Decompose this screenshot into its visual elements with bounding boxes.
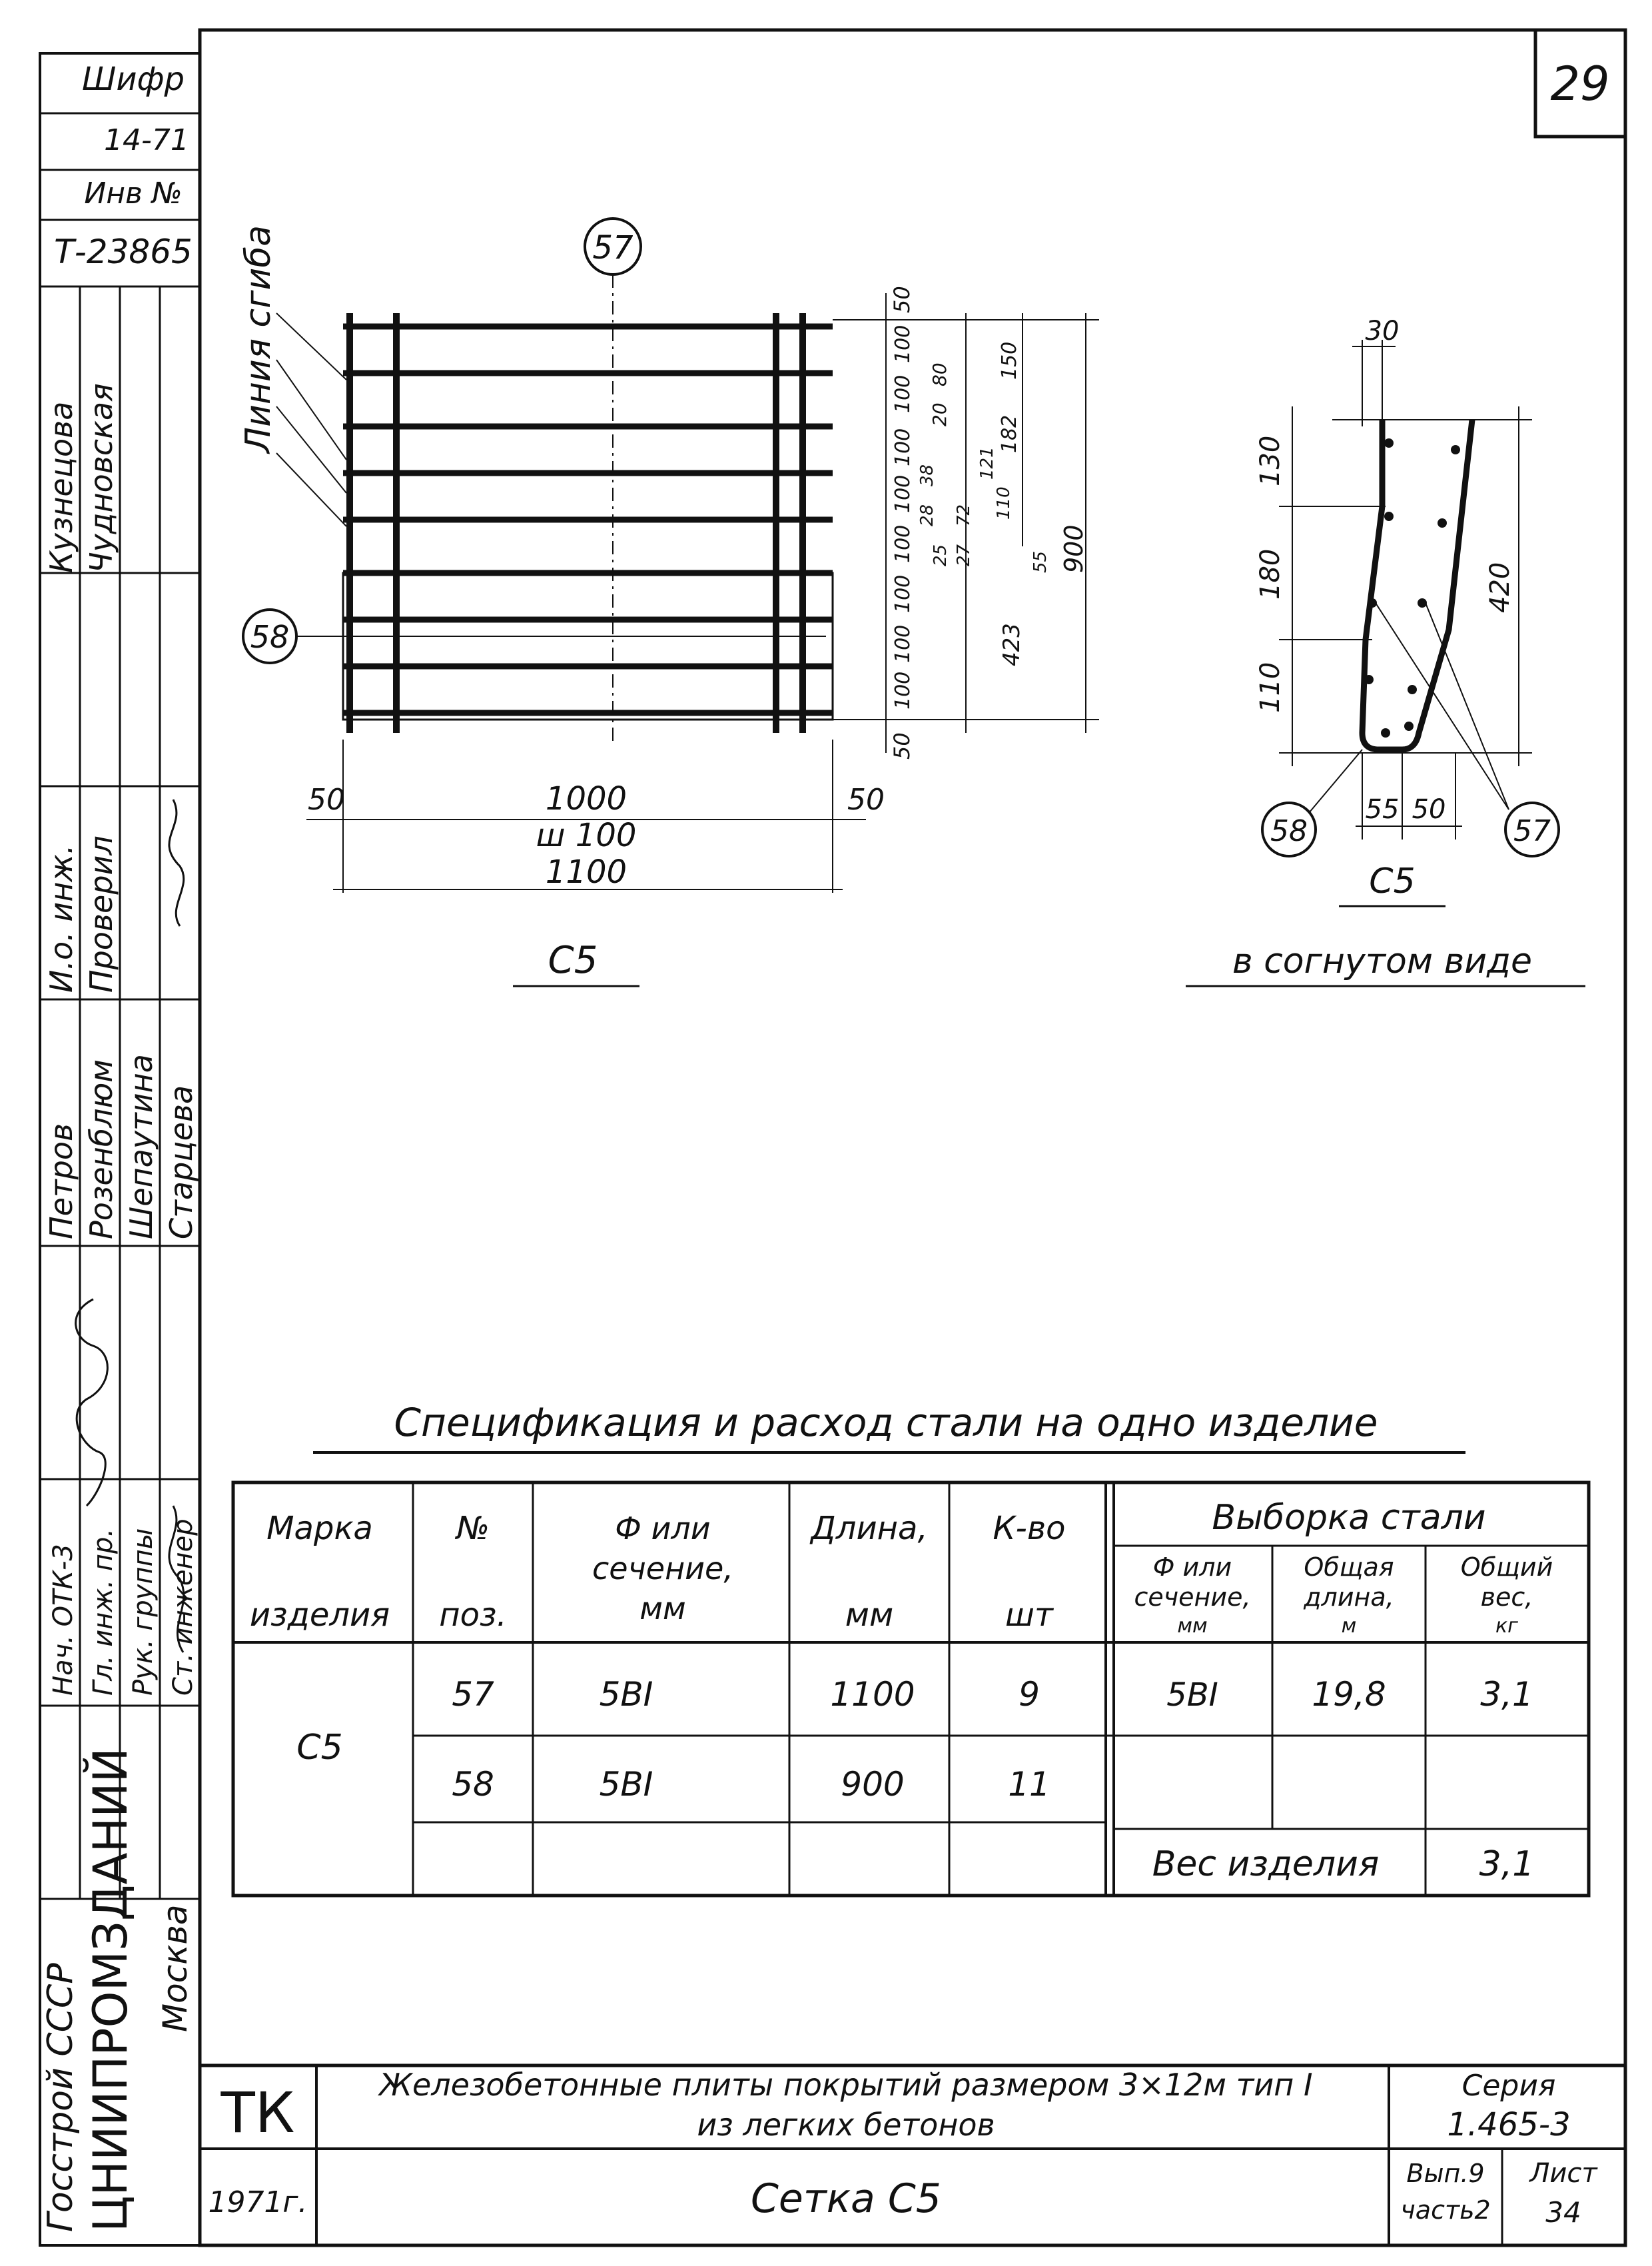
- dim-v-1: 100: [891, 324, 915, 363]
- hdr-steel-length-3: м: [1341, 1614, 1357, 1638]
- bent-marker-58-label: 58: [1270, 814, 1308, 848]
- bent-dim-180: 180: [1255, 548, 1286, 600]
- dim-v-3: 100: [891, 428, 915, 466]
- bent-dim-50: 50: [1412, 794, 1446, 825]
- hdr-steel-section-2: сечение,: [1134, 1582, 1251, 1612]
- dim-inner-121: 121: [977, 446, 997, 480]
- cell-mark: С5: [296, 1728, 343, 1768]
- cipher-label: Шифр: [81, 61, 185, 98]
- dim-outer-150: 150: [998, 341, 1021, 380]
- dim-pitch: ш 100: [536, 817, 637, 854]
- hdr-steel-section-3: мм: [1177, 1614, 1208, 1638]
- signer-shepautina: Шепаутина: [123, 1054, 159, 1239]
- bent-dim-420: 420: [1485, 562, 1515, 613]
- dim-inner-110: 110: [994, 486, 1014, 520]
- dim-right-overhang: 50: [847, 783, 885, 817]
- series-label: Серия: [1461, 2069, 1556, 2103]
- org-institute: ЦНИИПРОМЗДАНИЙ: [83, 1748, 138, 2232]
- list-label: Лист: [1529, 2158, 1597, 2189]
- dim-inner-27: 27: [954, 544, 974, 566]
- hdr-count-2: шт: [1005, 1596, 1053, 1634]
- dim-v-7: 100: [891, 624, 915, 663]
- org-city: Москва: [156, 1904, 195, 2032]
- hdr-steel-group: Выборка стали: [1212, 1498, 1486, 1538]
- hdr-steel-length-2: длина,: [1304, 1582, 1394, 1612]
- mesh-bent-view: [1186, 316, 1585, 986]
- issue-line-1: Вып.9: [1406, 2159, 1485, 2188]
- hdr-mark-2: изделия: [249, 1596, 390, 1634]
- inventory-value: Т-23865: [54, 233, 193, 271]
- bent-caption: С5: [1369, 861, 1416, 901]
- bent-subcaption: в согнутом виде: [1232, 941, 1532, 981]
- role-senior-engineer: Ст. инженер: [168, 1518, 199, 1696]
- dim-inner-72: 72: [954, 504, 974, 526]
- bent-dim-55: 55: [1365, 794, 1400, 825]
- signature-scribble-2: [169, 800, 184, 926]
- hdr-count-1: К-во: [993, 1510, 1066, 1547]
- mesh-flat-view: [238, 219, 1099, 986]
- signer-rozenblyum: Розенблюм: [83, 1059, 119, 1239]
- cipher-value: 14-71: [104, 123, 189, 157]
- hdr-steel-weight-3: кг: [1495, 1614, 1518, 1638]
- position-58-label: 58: [250, 619, 290, 655]
- signer-kuznetsova: Кузнецова: [43, 401, 79, 573]
- spec-title: Спецификация и расход стали на одно изделие: [394, 1400, 1378, 1445]
- org-ministry: Госстрой СССР: [41, 1963, 81, 2232]
- cell-steel-section: 5ВI: [1166, 1676, 1218, 1714]
- dim-inner-25: 25: [931, 544, 951, 566]
- inventory-label: Инв №: [84, 177, 183, 211]
- dim-v-5: 100: [891, 524, 915, 563]
- dim-outer-182: 182: [998, 414, 1021, 453]
- position-57-label: 57: [592, 229, 633, 267]
- cell-count-58: 11: [1008, 1765, 1050, 1804]
- dim-span: 1000: [545, 780, 627, 818]
- specification-table: [233, 1400, 1589, 1896]
- cell-length-57: 1100: [830, 1675, 915, 1714]
- flat-caption: С5: [548, 939, 598, 982]
- cell-pos-58: 58: [452, 1765, 494, 1804]
- bend-line-label: Линия сгиба: [238, 225, 278, 453]
- dim-v-6: 100: [891, 574, 915, 613]
- dim-v-10: 50: [889, 732, 915, 760]
- sheet-name: Сетка С5: [751, 2175, 941, 2222]
- bent-profile: [1362, 420, 1472, 750]
- title-block: [200, 2065, 1625, 2245]
- signer-petrov: Петров: [43, 1123, 79, 1239]
- hdr-pos-1: №: [456, 1510, 490, 1547]
- bent-dim-110: 110: [1255, 662, 1286, 713]
- cell-product-weight: 3,1: [1479, 1844, 1535, 1884]
- cell-count-57: 9: [1019, 1675, 1040, 1714]
- cell-section-57: 5ВI: [599, 1675, 653, 1714]
- dim-inner-28: 28: [917, 504, 937, 526]
- dim-v-8: 100: [891, 671, 915, 710]
- role-head-otk: Нач. ОТК-3: [48, 1544, 79, 1696]
- signer-startseva: Старцева: [163, 1085, 199, 1239]
- hdr-steel-weight-2: вес,: [1480, 1582, 1533, 1612]
- dim-inner-80: 80: [929, 362, 951, 386]
- hdr-section-3: мм: [639, 1590, 686, 1626]
- bent-dim-130: 130: [1255, 435, 1286, 486]
- series-value: 1.465-3: [1447, 2106, 1571, 2143]
- title-code: ТК: [220, 2080, 295, 2145]
- dim-left-overhang: 50: [308, 783, 345, 817]
- signer-chudnovskaya: Чудновская: [83, 383, 119, 573]
- side-stamp: [40, 53, 200, 2245]
- dim-inner-55: 55: [1031, 550, 1050, 573]
- dim-total-length: 1100: [545, 853, 627, 891]
- sheet-number: 29: [1550, 57, 1610, 111]
- hdr-section-2: сечение,: [592, 1550, 733, 1586]
- hdr-steel-section-1: Ф или: [1152, 1552, 1232, 1582]
- role-acting-engineer: И.о. инж.: [43, 844, 79, 993]
- cell-section-58: 5ВI: [599, 1765, 653, 1804]
- cell-pos-57: 57: [452, 1675, 494, 1714]
- hdr-mark-1: Марка: [266, 1510, 373, 1547]
- cell-steel-length: 19,8: [1312, 1675, 1386, 1714]
- cell-product-weight-label: Вес изделия: [1152, 1844, 1380, 1884]
- hdr-length-1: Длина,: [811, 1510, 928, 1547]
- hdr-length-2: мм: [845, 1596, 894, 1634]
- dim-outer-900: 900: [1059, 524, 1088, 573]
- bent-dim-top: 30: [1365, 316, 1400, 346]
- dim-v-4: 100: [891, 474, 915, 513]
- cell-length-58: 900: [841, 1765, 905, 1804]
- dim-inner-20: 20: [929, 402, 951, 426]
- hdr-steel-weight-1: Общий: [1460, 1552, 1553, 1582]
- dim-inner-38: 38: [917, 464, 937, 486]
- hdr-steel-length-1: Общая: [1304, 1552, 1394, 1582]
- dim-v-0: 50: [889, 286, 915, 313]
- hdr-section-1: Ф или: [615, 1510, 711, 1546]
- list-value: 34: [1545, 2196, 1581, 2229]
- cell-steel-weight: 3,1: [1480, 1675, 1533, 1714]
- title-line-1: Железобетонные плиты покрытий размером 3×12м тип I: [379, 2067, 1313, 2103]
- issue-line-2: часть2: [1400, 2195, 1491, 2225]
- role-chief-engineer: Гл. инж. пр.: [88, 1528, 119, 1696]
- hdr-pos-2: поз.: [439, 1596, 507, 1634]
- bent-marker-57-label: 57: [1513, 814, 1551, 848]
- dim-outer-423: 423: [999, 623, 1025, 666]
- dim-v-2: 100: [891, 374, 915, 413]
- role-checked: Проверил: [83, 836, 119, 993]
- role-group-leader: Рук. группы: [128, 1528, 159, 1696]
- title-line-2: из легких бетонов: [697, 2107, 995, 2143]
- year: 1971г.: [208, 2185, 308, 2219]
